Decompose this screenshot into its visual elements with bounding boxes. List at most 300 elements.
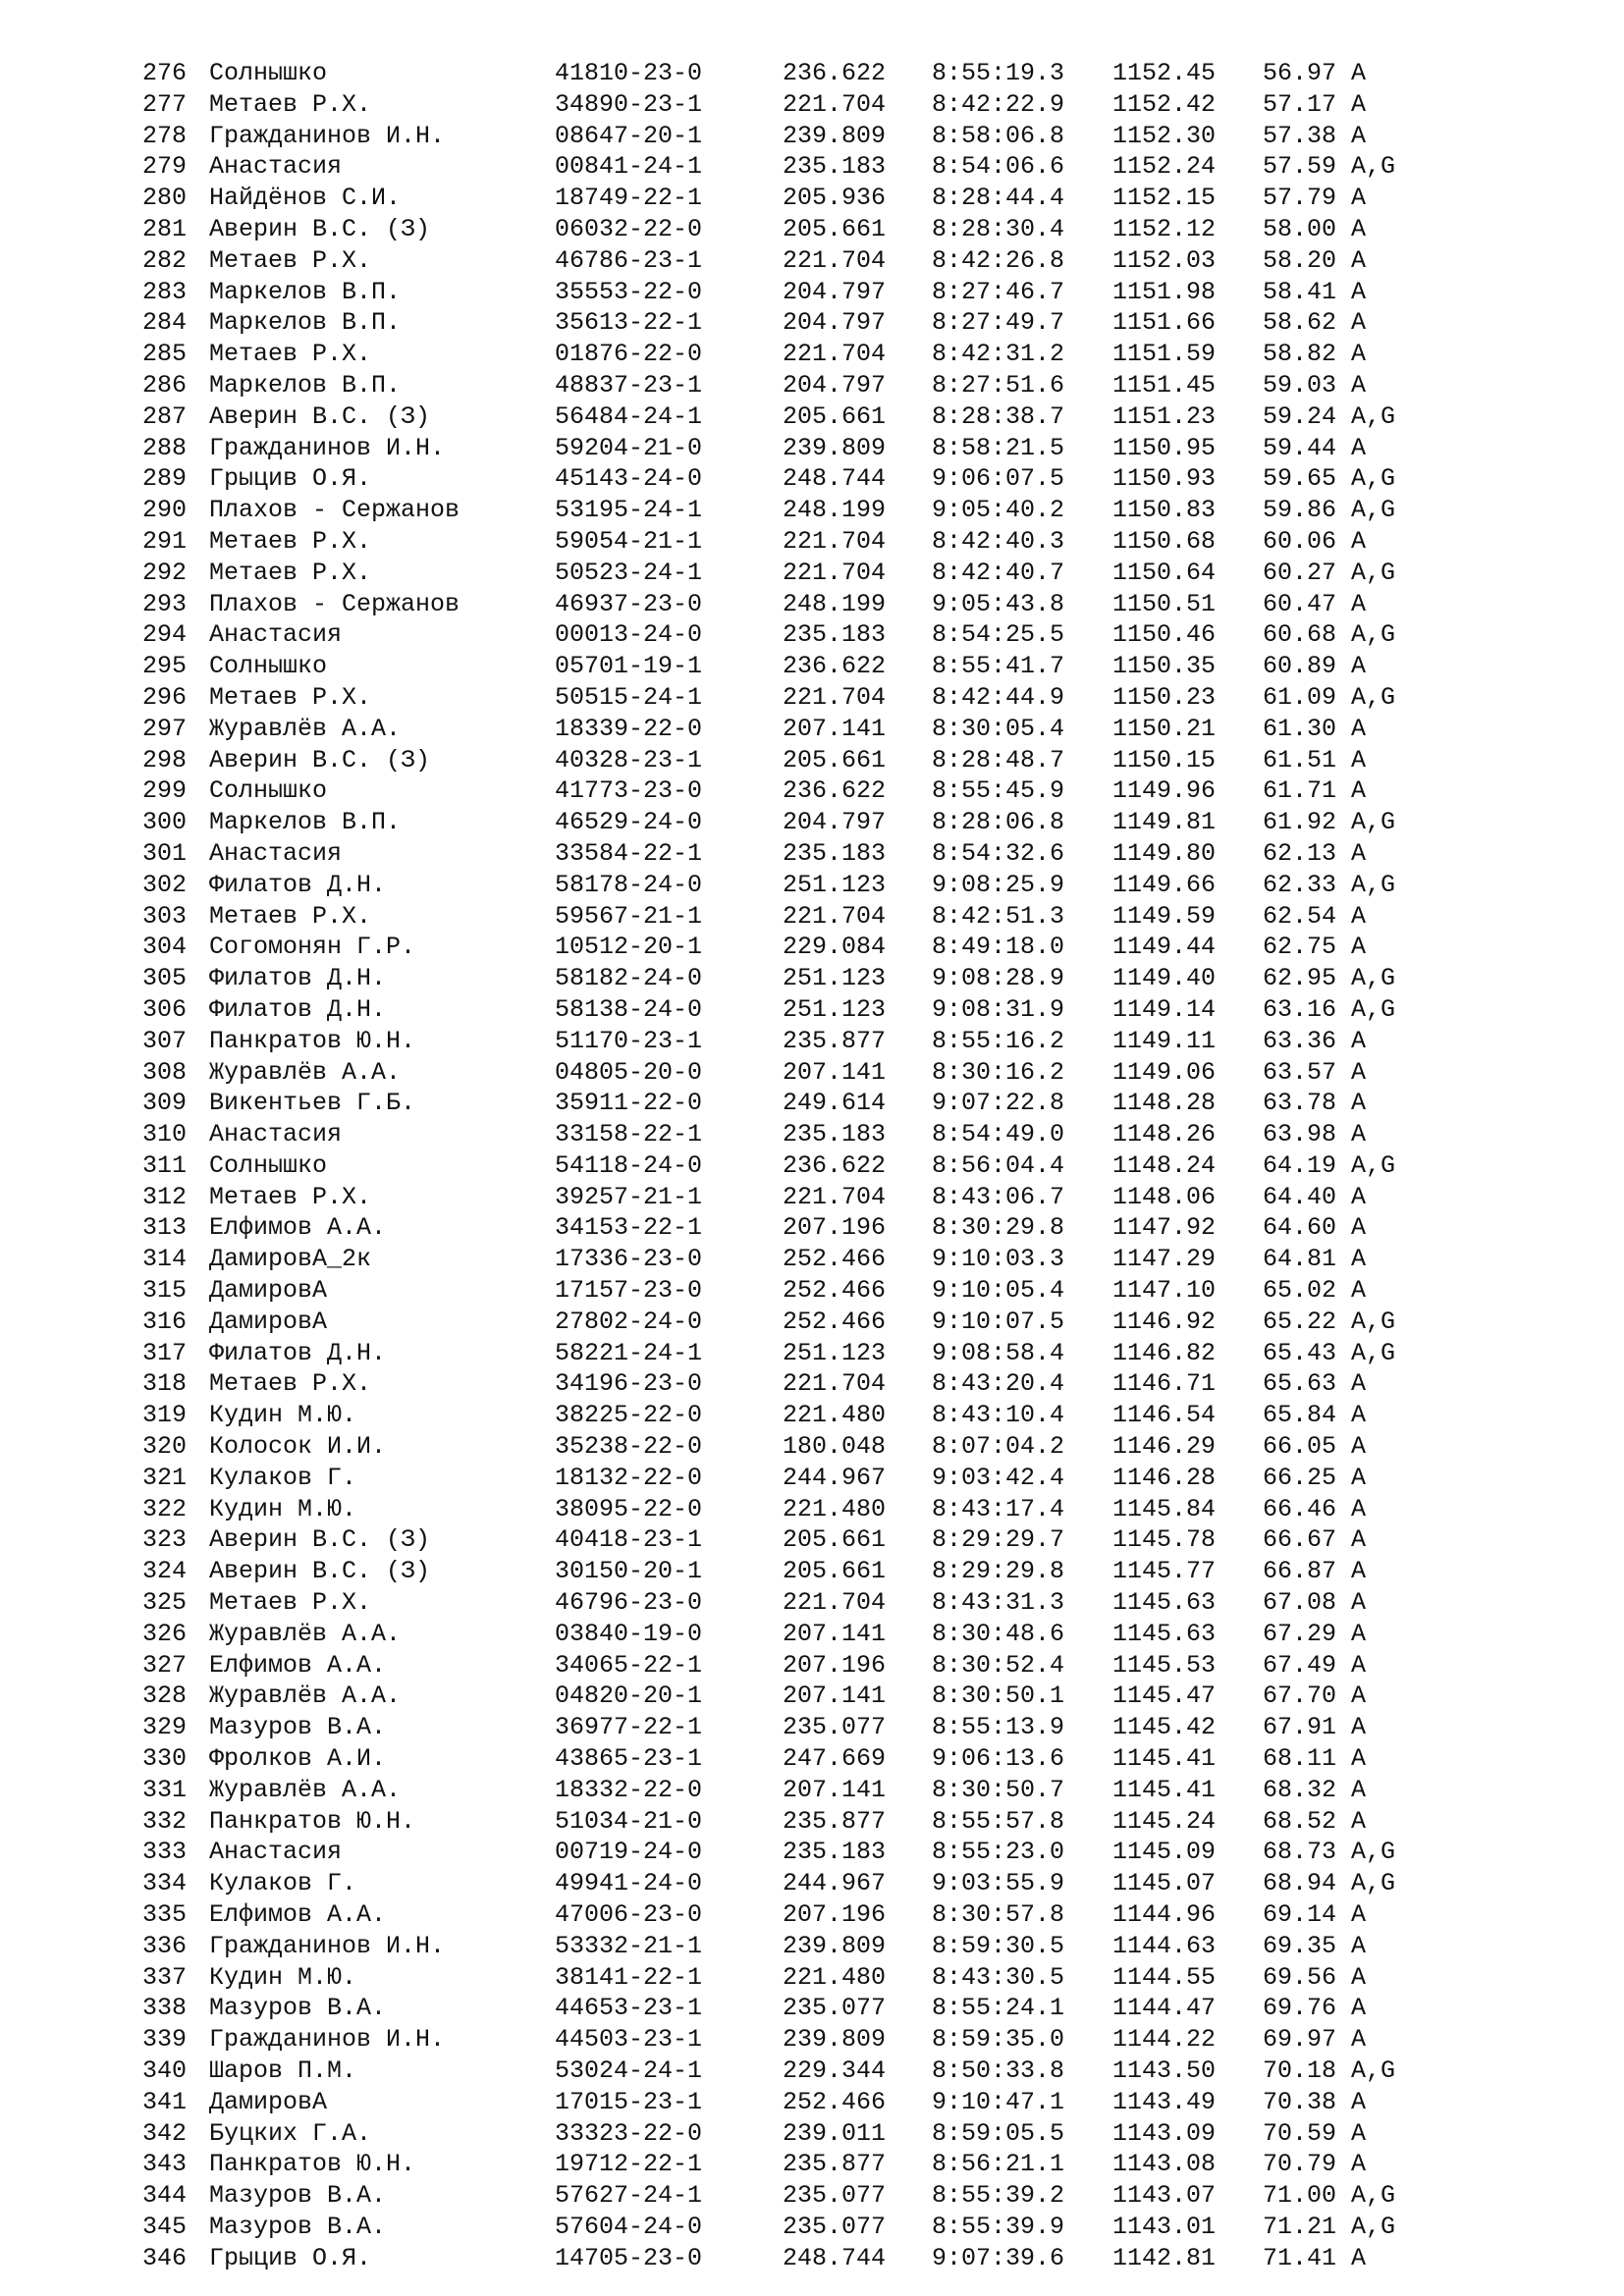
fancier-name-cell: Метаев Р.Х. [209,558,372,587]
ring-number-cell: 46529-24-0 [555,808,703,837]
arrival-time-cell: 8:27:49.7 [932,308,1065,338]
speed-cell: 1145.78 [1112,1525,1217,1555]
ring-number-cell: 53195-24-1 [555,496,703,525]
distance-cell: 221.480 [783,1401,887,1430]
speed-cell: 1145.24 [1112,1806,1217,1836]
place-cell: 292 [142,558,188,587]
distance-cell: 235.183 [783,152,887,182]
distance-cell: 207.141 [783,714,887,743]
distance-cell: 235.077 [783,2212,887,2241]
speed-cell: 1143.50 [1112,2056,1217,2085]
coefficient-cell: 57.38 A [1263,121,1367,150]
speed-cell: 1150.23 [1112,682,1217,712]
distance-cell: 207.196 [783,1213,887,1243]
coefficient-cell: 63.36 A [1263,1026,1367,1055]
arrival-time-cell: 9:08:31.9 [932,994,1065,1024]
distance-cell: 236.622 [783,652,887,681]
ring-number-cell: 54118-24-0 [555,1150,703,1180]
coefficient-cell: 62.13 A [1263,838,1367,868]
ring-number-cell: 58221-24-1 [555,1338,703,1367]
fancier-name-cell: Мазуров В.А. [209,1994,387,2023]
distance-cell: 236.622 [783,1150,887,1180]
distance-cell: 221.704 [783,245,887,275]
ring-number-cell: 47006-23-0 [555,1900,703,1930]
distance-cell: 239.809 [783,2025,887,2055]
speed-cell: 1149.11 [1112,1026,1217,1055]
arrival-time-cell: 8:58:06.8 [932,121,1065,150]
ring-number-cell: 43865-23-1 [555,1744,703,1774]
coefficient-cell: 63.57 A [1263,1057,1367,1087]
place-cell: 286 [142,370,188,400]
place-cell: 284 [142,308,188,338]
ring-number-cell: 35613-22-1 [555,308,703,338]
place-cell: 301 [142,838,188,868]
coefficient-cell: 65.43 A,G [1263,1338,1396,1367]
distance-cell: 235.077 [783,1994,887,2023]
distance-cell: 235.877 [783,2150,887,2179]
coefficient-cell: 57.17 A [1263,89,1367,119]
distance-cell: 236.622 [783,59,887,87]
coefficient-cell: 65.63 A [1263,1369,1367,1399]
distance-cell: 204.797 [783,308,887,338]
ring-number-cell: 46796-23-0 [555,1588,703,1618]
distance-cell: 235.183 [783,838,887,868]
distance-cell: 204.797 [783,808,887,837]
speed-cell: 1151.98 [1112,277,1217,306]
arrival-time-cell: 8:58:21.5 [932,433,1065,462]
speed-cell: 1152.30 [1112,121,1217,150]
place-cell: 319 [142,1401,188,1430]
fancier-name-cell: Метаев Р.Х. [209,901,372,931]
place-cell: 285 [142,340,188,369]
arrival-time-cell: 8:42:40.3 [932,526,1065,556]
distance-cell: 205.661 [783,1557,887,1586]
distance-cell: 204.797 [783,277,887,306]
speed-cell: 1144.63 [1112,1931,1217,1960]
ring-number-cell: 53024-24-1 [555,2056,703,2085]
arrival-time-cell: 8:42:31.2 [932,340,1065,369]
ring-number-cell: 19712-22-1 [555,2150,703,2179]
ring-number-cell: 33584-22-1 [555,838,703,868]
speed-cell: 1146.28 [1112,1463,1217,1492]
fancier-name-cell: Солнышко [209,1150,328,1180]
ring-number-cell: 38141-22-1 [555,1962,703,1992]
place-cell: 322 [142,1494,188,1523]
fancier-name-cell: Кулаков Г. [209,1869,357,1898]
speed-cell: 1152.15 [1112,184,1217,213]
fancier-name-cell: Аверин В.С. (З) [209,214,431,243]
ring-number-cell: 36977-22-1 [555,1713,703,1742]
arrival-time-cell: 8:55:23.0 [932,1838,1065,1867]
place-cell: 298 [142,745,188,774]
speed-cell: 1143.09 [1112,2118,1217,2148]
arrival-time-cell: 8:55:13.9 [932,1713,1065,1742]
ring-number-cell: 18749-22-1 [555,184,703,213]
ring-number-cell: 30150-20-1 [555,1557,703,1586]
speed-cell: 1152.12 [1112,214,1217,243]
speed-cell: 1149.14 [1112,994,1217,1024]
coefficient-cell: 60.27 A,G [1263,558,1396,587]
fancier-name-cell: Маркелов В.П. [209,277,402,306]
fancier-name-cell: Анастасия [209,1838,343,1867]
place-cell: 330 [142,1744,188,1774]
arrival-time-cell: 9:03:42.4 [932,1463,1065,1492]
coefficient-cell: 59.44 A [1263,433,1367,462]
coefficient-cell: 59.65 A,G [1263,464,1396,494]
ring-number-cell: 10512-20-1 [555,933,703,962]
fancier-name-cell: Журавлёв А.А. [209,1775,402,1804]
ring-number-cell: 17336-23-0 [555,1245,703,1274]
place-cell: 316 [142,1307,188,1336]
distance-cell: 248.744 [783,464,887,494]
arrival-time-cell: 8:43:31.3 [932,1588,1065,1618]
coefficient-cell: 66.05 A [1263,1432,1367,1462]
coefficient-cell: 67.08 A [1263,1588,1367,1618]
place-cell: 291 [142,526,188,556]
coefficient-cell: 60.89 A [1263,652,1367,681]
distance-cell: 221.704 [783,1588,887,1618]
ring-number-cell: 06032-22-0 [555,214,703,243]
place-cell: 303 [142,901,188,931]
speed-cell: 1150.21 [1112,714,1217,743]
speed-cell: 1150.68 [1112,526,1217,556]
place-cell: 317 [142,1338,188,1367]
place-cell: 342 [142,2118,188,2148]
fancier-name-cell: Плахов - Сержанов [209,496,460,525]
fancier-name-cell: Елфимов А.А. [209,1900,387,1930]
distance-cell: 252.466 [783,1307,887,1336]
arrival-time-cell: 8:49:18.0 [932,933,1065,962]
ring-number-cell: 35238-22-0 [555,1432,703,1462]
coefficient-cell: 67.29 A [1263,1619,1367,1648]
place-cell: 346 [142,2243,188,2272]
speed-cell: 1146.54 [1112,1401,1217,1430]
coefficient-cell: 69.76 A [1263,1994,1367,2023]
ring-number-cell: 44653-23-1 [555,1994,703,2023]
coefficient-cell: 70.18 A,G [1263,2056,1396,2085]
ring-number-cell: 18339-22-0 [555,714,703,743]
speed-cell: 1142.81 [1112,2243,1217,2272]
coefficient-cell: 64.40 A [1263,1182,1367,1211]
arrival-time-cell: 8:54:06.6 [932,152,1065,182]
place-cell: 288 [142,433,188,462]
speed-cell: 1143.08 [1112,2150,1217,2179]
fancier-name-cell: Метаев Р.Х. [209,245,372,275]
place-cell: 328 [142,1682,188,1711]
coefficient-cell: 58.41 A [1263,277,1367,306]
fancier-name-cell: Аверин В.С. (З) [209,1525,431,1555]
distance-cell: 221.704 [783,1369,887,1399]
distance-cell: 221.704 [783,682,887,712]
distance-cell: 235.183 [783,1120,887,1149]
distance-cell: 239.809 [783,1931,887,1960]
distance-cell: 221.704 [783,901,887,931]
arrival-time-cell: 8:55:16.2 [932,1026,1065,1055]
fancier-name-cell: Метаев Р.Х. [209,1369,372,1399]
distance-cell: 248.199 [783,496,887,525]
arrival-time-cell: 8:28:48.7 [932,745,1065,774]
ring-number-cell: 50523-24-1 [555,558,703,587]
arrival-time-cell: 9:06:13.6 [932,1744,1065,1774]
arrival-time-cell: 8:29:29.7 [932,1525,1065,1555]
fancier-name-cell: Маркелов В.П. [209,370,402,400]
speed-cell: 1144.55 [1112,1962,1217,1992]
distance-cell: 252.466 [783,2087,887,2116]
coefficient-cell: 58.20 A [1263,245,1367,275]
place-cell: 332 [142,1806,188,1836]
ring-number-cell: 18132-22-0 [555,1463,703,1492]
coefficient-cell: 60.47 A [1263,589,1367,618]
distance-cell: 229.084 [783,933,887,962]
ring-number-cell: 53332-21-1 [555,1931,703,1960]
arrival-time-cell: 8:55:45.9 [932,776,1065,806]
place-cell: 336 [142,1931,188,1960]
distance-cell: 221.704 [783,558,887,587]
ring-number-cell: 00841-24-1 [555,152,703,182]
fancier-name-cell: Панкратов Ю.Н. [209,1806,416,1836]
fancier-name-cell: Найдёнов С.И. [209,184,402,213]
distance-cell: 235.077 [783,1713,887,1742]
arrival-time-cell: 8:54:32.6 [932,838,1065,868]
place-cell: 282 [142,245,188,275]
speed-cell: 1146.71 [1112,1369,1217,1399]
coefficient-cell: 71.41 A [1263,2243,1367,2272]
coefficient-cell: 66.87 A [1263,1557,1367,1586]
distance-cell: 205.661 [783,401,887,431]
place-cell: 314 [142,1245,188,1274]
distance-cell: 252.466 [783,1245,887,1274]
fancier-name-cell: Журавлёв А.А. [209,714,402,743]
ring-number-cell: 00013-24-0 [555,620,703,650]
ring-number-cell: 48837-23-1 [555,370,703,400]
ring-number-cell: 38225-22-0 [555,1401,703,1430]
coefficient-cell: 71.00 A,G [1263,2181,1396,2211]
fancier-name-cell: Анастасия [209,838,343,868]
arrival-time-cell: 8:07:04.2 [932,1432,1065,1462]
speed-cell: 1144.96 [1112,1900,1217,1930]
ring-number-cell: 01876-22-0 [555,340,703,369]
arrival-time-cell: 8:43:06.7 [932,1182,1065,1211]
fancier-name-cell: Анастасия [209,152,343,182]
fancier-name-cell: Грыцив О.Я. [209,464,372,494]
fancier-name-cell: Солнышко [209,59,328,87]
speed-cell: 1145.84 [1112,1494,1217,1523]
arrival-time-cell: 9:08:28.9 [932,964,1065,993]
coefficient-cell: 62.75 A [1263,933,1367,962]
place-cell: 337 [142,1962,188,1992]
speed-cell: 1145.47 [1112,1682,1217,1711]
distance-cell: 207.141 [783,1057,887,1087]
fancier-name-cell: Аверин В.С. (З) [209,745,431,774]
coefficient-cell: 65.02 A [1263,1276,1367,1306]
speed-cell: 1149.59 [1112,901,1217,931]
coefficient-cell: 65.84 A [1263,1401,1367,1430]
speed-cell: 1145.63 [1112,1619,1217,1648]
place-cell: 310 [142,1120,188,1149]
fancier-name-cell: Солнышко [209,652,328,681]
coefficient-cell: 59.03 A [1263,370,1367,400]
arrival-time-cell: 9:06:07.5 [932,464,1065,494]
ring-number-cell: 04805-20-0 [555,1057,703,1087]
coefficient-cell: 68.73 A,G [1263,1838,1396,1867]
coefficient-cell: 68.52 A [1263,1806,1367,1836]
ring-number-cell: 34153-22-1 [555,1213,703,1243]
ring-number-cell: 39257-21-1 [555,1182,703,1211]
fancier-name-cell: ДамировА_2к [209,1245,372,1274]
ring-number-cell: 59054-21-1 [555,526,703,556]
distance-cell: 221.704 [783,340,887,369]
arrival-time-cell: 9:05:40.2 [932,496,1065,525]
coefficient-cell: 67.91 A [1263,1713,1367,1742]
coefficient-cell: 64.81 A [1263,1245,1367,1274]
speed-cell: 1152.03 [1112,245,1217,275]
fancier-name-cell: Шаров П.М. [209,2056,357,2085]
speed-cell: 1148.26 [1112,1120,1217,1149]
place-cell: 323 [142,1525,188,1555]
ring-number-cell: 27802-24-0 [555,1307,703,1336]
speed-cell: 1145.07 [1112,1869,1217,1898]
fancier-name-cell: Филатов Д.Н. [209,1338,387,1367]
fancier-name-cell: Мазуров В.А. [209,1713,387,1742]
ring-number-cell: 59204-21-0 [555,433,703,462]
distance-cell: 204.797 [783,370,887,400]
place-cell: 327 [142,1650,188,1680]
arrival-time-cell: 8:56:21.1 [932,2150,1065,2179]
fancier-name-cell: Метаев Р.Х. [209,682,372,712]
ring-number-cell: 50515-24-1 [555,682,703,712]
speed-cell: 1151.23 [1112,401,1217,431]
coefficient-cell: 70.38 A [1263,2087,1367,2116]
distance-cell: 221.704 [783,89,887,119]
fancier-name-cell: Метаев Р.Х. [209,526,372,556]
coefficient-cell: 68.11 A [1263,1744,1367,1774]
arrival-time-cell: 8:42:40.7 [932,558,1065,587]
ring-number-cell: 38095-22-0 [555,1494,703,1523]
fancier-name-cell: Викентьев Г.Б. [209,1089,416,1118]
speed-cell: 1150.15 [1112,745,1217,774]
place-cell: 281 [142,214,188,243]
distance-cell: 251.123 [783,870,887,899]
fancier-name-cell: Анастасия [209,1120,343,1149]
ring-number-cell: 04820-20-1 [555,1682,703,1711]
arrival-time-cell: 8:59:35.0 [932,2025,1065,2055]
ring-number-cell: 03840-19-0 [555,1619,703,1648]
ring-number-cell: 41810-23-0 [555,59,703,87]
ring-number-cell: 51170-23-1 [555,1026,703,1055]
coefficient-cell: 62.33 A,G [1263,870,1396,899]
fancier-name-cell: Кулаков Г. [209,1463,357,1492]
place-cell: 331 [142,1775,188,1804]
ring-number-cell: 44503-23-1 [555,2025,703,2055]
distance-cell: 252.466 [783,1276,887,1306]
speed-cell: 1150.46 [1112,620,1217,650]
speed-cell: 1150.83 [1112,496,1217,525]
fancier-name-cell: Маркелов В.П. [209,808,402,837]
fancier-name-cell: Журавлёв А.А. [209,1057,402,1087]
coefficient-cell: 57.59 A,G [1263,152,1396,182]
speed-cell: 1145.42 [1112,1713,1217,1742]
ring-number-cell: 46937-23-0 [555,589,703,618]
ring-number-cell: 18332-22-0 [555,1775,703,1804]
distance-cell: 229.344 [783,2056,887,2085]
distance-cell: 249.614 [783,1089,887,1118]
place-cell: 294 [142,620,188,650]
arrival-time-cell: 8:55:57.8 [932,1806,1065,1836]
fancier-name-cell: Метаев Р.Х. [209,89,372,119]
coefficient-cell: 58.62 A [1263,308,1367,338]
coefficient-cell: 68.32 A [1263,1775,1367,1804]
speed-cell: 1150.95 [1112,433,1217,462]
ring-number-cell: 58182-24-0 [555,964,703,993]
place-cell: 293 [142,589,188,618]
coefficient-cell: 64.19 A,G [1263,1150,1396,1180]
place-cell: 307 [142,1026,188,1055]
distance-cell: 207.141 [783,1619,887,1648]
place-cell: 324 [142,1557,188,1586]
distance-cell: 207.196 [783,1900,887,1930]
distance-cell: 221.480 [783,1962,887,1992]
coefficient-cell: 70.79 A [1263,2150,1367,2179]
place-cell: 289 [142,464,188,494]
place-cell: 287 [142,401,188,431]
arrival-time-cell: 8:42:51.3 [932,901,1065,931]
distance-cell: 207.196 [783,1650,887,1680]
arrival-time-cell: 8:55:39.9 [932,2212,1065,2241]
fancier-name-cell: Филатов Д.Н. [209,994,387,1024]
distance-cell: 251.123 [783,964,887,993]
fancier-name-cell: Аверин В.С. (З) [209,1557,431,1586]
fancier-name-cell: ДамировА [209,1276,328,1306]
speed-cell: 1146.82 [1112,1338,1217,1367]
distance-cell: 207.141 [783,1682,887,1711]
ring-number-cell: 57627-24-1 [555,2181,703,2211]
arrival-time-cell: 8:30:57.8 [932,1900,1065,1930]
fancier-name-cell: Елфимов А.А. [209,1213,387,1243]
coefficient-cell: 57.79 A [1263,184,1367,213]
ring-number-cell: 46786-23-1 [555,245,703,275]
distance-cell: 239.809 [783,433,887,462]
distance-cell: 235.183 [783,1838,887,1867]
arrival-time-cell: 8:42:44.9 [932,682,1065,712]
coefficient-cell: 68.94 A,G [1263,1869,1396,1898]
coefficient-cell: 69.97 A [1263,2025,1367,2055]
place-cell: 320 [142,1432,188,1462]
arrival-time-cell: 8:54:25.5 [932,620,1065,650]
place-cell: 340 [142,2056,188,2085]
speed-cell: 1152.24 [1112,152,1217,182]
ring-number-cell: 14705-23-0 [555,2243,703,2272]
arrival-time-cell: 8:30:16.2 [932,1057,1065,1087]
speed-cell: 1146.92 [1112,1307,1217,1336]
fancier-name-cell: Журавлёв А.А. [209,1619,402,1648]
arrival-time-cell: 8:55:24.1 [932,1994,1065,2023]
place-cell: 305 [142,964,188,993]
speed-cell: 1143.49 [1112,2087,1217,2116]
arrival-time-cell: 8:28:06.8 [932,808,1065,837]
distance-cell: 205.661 [783,214,887,243]
arrival-time-cell: 9:10:05.4 [932,1276,1065,1306]
arrival-time-cell: 8:28:38.7 [932,401,1065,431]
place-cell: 304 [142,933,188,962]
speed-cell: 1147.29 [1112,1245,1217,1274]
place-cell: 280 [142,184,188,213]
arrival-time-cell: 9:08:25.9 [932,870,1065,899]
ring-number-cell: 41773-23-0 [555,776,703,806]
ring-number-cell: 40418-23-1 [555,1525,703,1555]
coefficient-cell: 63.16 A,G [1263,994,1396,1024]
place-cell: 277 [142,89,188,119]
distance-cell: 244.967 [783,1869,887,1898]
